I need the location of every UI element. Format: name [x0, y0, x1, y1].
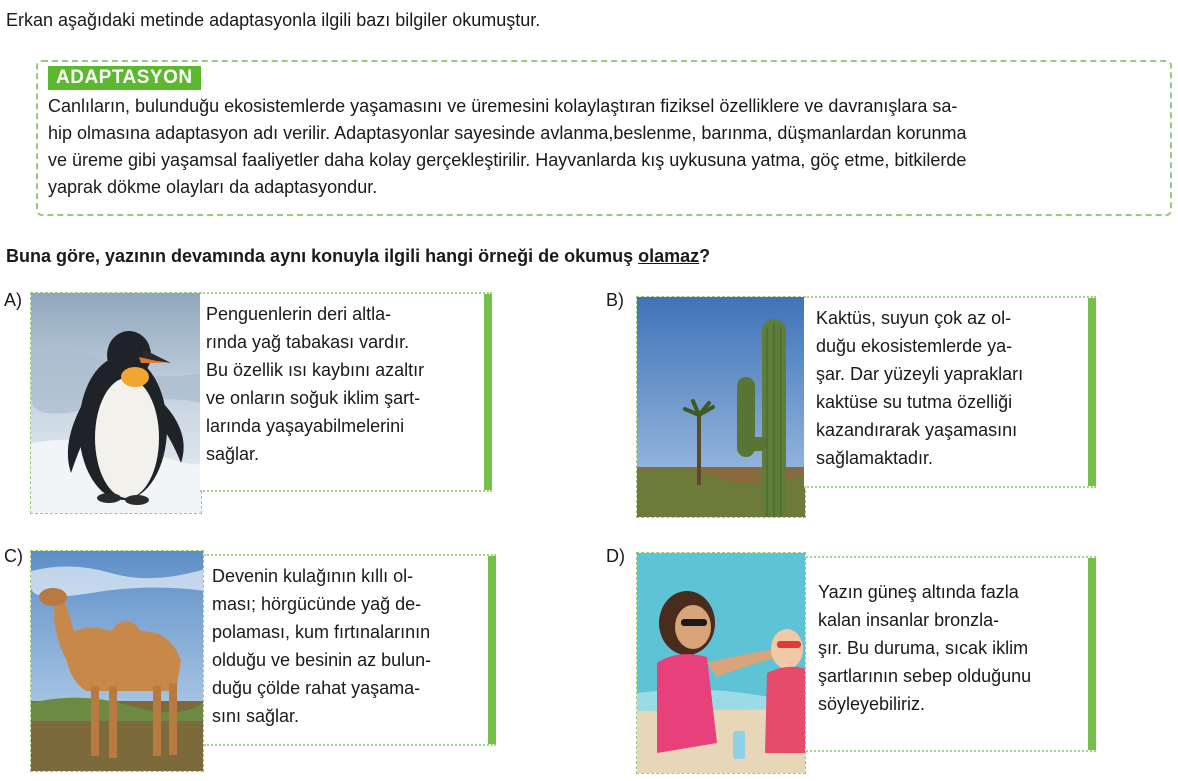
option-c-card[interactable]	[204, 554, 496, 746]
adaptation-line: yaprak dökme olayları da adaptasyondur.	[48, 177, 378, 197]
option-a-text	[206, 300, 474, 468]
option-d-letter[interactable]: D)	[606, 546, 625, 566]
option-a-letter[interactable]: A)	[4, 290, 22, 310]
option-c-text	[212, 562, 478, 730]
option-d-accent-bar	[1088, 558, 1096, 750]
option-d-card[interactable]	[806, 556, 1096, 752]
penguin-photo	[30, 292, 202, 514]
option-c-accent-bar	[488, 556, 496, 744]
beach-people-photo	[636, 552, 806, 774]
option-a-line: larında yaşayabilmelerini	[206, 416, 405, 436]
option-b-text	[816, 304, 1078, 472]
option-a-line: sağlar.	[206, 444, 260, 464]
camel-photo	[30, 550, 204, 772]
option-c-line: Devenin kulağının kıllı ol-	[212, 566, 414, 586]
option-d-text	[818, 578, 1078, 718]
option-b-letter[interactable]: B)	[606, 290, 624, 310]
option-d-line: şır. Bu duruma, sıcak iklim	[818, 638, 1029, 658]
option-c-line: polaması, kum fırtınalarının	[212, 622, 431, 642]
option-b-line: kazandırarak yaşamasını	[816, 420, 1018, 440]
option-b-line: kaktüse su tutma özelliği	[816, 392, 1013, 412]
adaptation-line: hip olmasına adaptasyon adı verilir. Adaptasyonlar sayesinde avlanma,beslenme, barınma, düşmanlardan korunma	[48, 123, 967, 143]
option-c-line: ması; hörgücünde yağ de-	[212, 594, 422, 614]
adaptation-title: ADAPTASYON	[48, 66, 201, 90]
option-a-accent-bar	[484, 294, 492, 490]
option-c-letter[interactable]: C)	[4, 546, 23, 566]
option-b-line: duğu ekosistemlerde ya-	[816, 336, 1013, 356]
option-d-line: Yazın güneş altında fazla	[818, 582, 1019, 602]
option-d-line: şartlarının sebep olduğunu	[818, 666, 1032, 686]
option-a-line: ve onların soğuk iklim şart-	[206, 388, 421, 408]
penguin-illustration	[31, 293, 202, 514]
option-b-card[interactable]	[804, 296, 1096, 488]
question-suffix: ?	[699, 246, 711, 266]
option-c-line: duğu çölde rahat yaşama-	[212, 678, 421, 698]
option-c-line: olduğu ve besinin az bulun-	[212, 650, 432, 670]
adaptation-text	[48, 93, 1168, 201]
cactus-illustration	[637, 297, 806, 518]
option-a-card[interactable]	[200, 292, 492, 492]
beach-people-illustration	[637, 553, 806, 774]
option-a-line: rında yağ tabakası vardır.	[206, 332, 410, 352]
option-d-line: kalan insanlar bronzla-	[818, 610, 1000, 630]
option-b-line: şar. Dar yüzeyli yaprakları	[816, 364, 1024, 384]
question-prefix: Buna göre, yazının devamında aynı konuyla ilgili hangi örneği de okumuş	[6, 246, 639, 266]
option-b-line: Kaktüs, suyun çok az ol-	[816, 308, 1012, 328]
cactus-photo	[636, 296, 806, 518]
camel-illustration	[31, 551, 204, 772]
adaptation-line: ve üreme gibi yaşamsal faaliyetler daha kolay gerçekleştirilir. Hayvanlarda kış uykusuna yatma, göç etme, bitkilerde	[48, 150, 967, 170]
option-b-line: sağlamaktadır.	[816, 448, 934, 468]
intro-text: Erkan aşağıdaki metinde adaptasyonla ilgili bazı bilgiler okumuştur.	[6, 10, 541, 30]
option-d-line: söyleyebiliriz.	[818, 694, 926, 714]
option-c-line: sını sağlar.	[212, 706, 300, 726]
adaptation-line: Canlıların, bulunduğu ekosistemlerde yaşamasını ve üremesini kolaylaştıran fiziksel özelliklere ve davranışlara sa-	[48, 96, 958, 116]
option-a-line: Bu özellik ısı kaybını azaltır	[206, 360, 425, 380]
question-emphasis: olamaz	[638, 246, 700, 266]
option-b-accent-bar	[1088, 298, 1096, 486]
option-a-line: Penguenlerin deri altla-	[206, 304, 392, 324]
question-text	[6, 246, 710, 267]
